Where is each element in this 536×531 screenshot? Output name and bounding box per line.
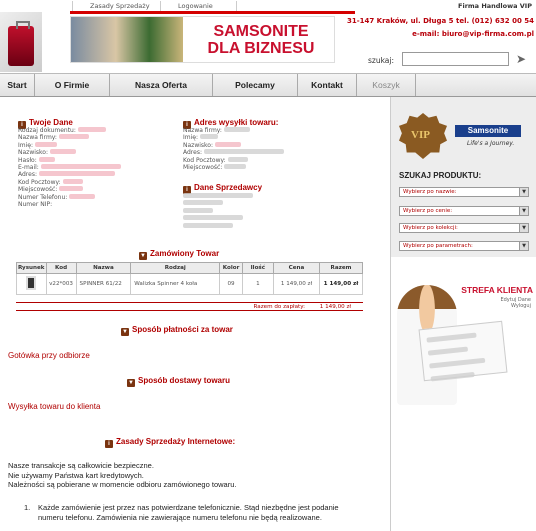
banner-title xyxy=(191,23,331,57)
customer-data-list xyxy=(18,127,121,208)
field-value xyxy=(224,164,246,169)
client-zone-links xyxy=(500,297,531,309)
field-value xyxy=(50,149,76,154)
cell-price: 1 149,00 zł xyxy=(273,274,319,295)
seller-row xyxy=(183,215,253,222)
card-line xyxy=(426,333,476,343)
field-value xyxy=(63,179,83,184)
order-sum-row xyxy=(16,302,363,311)
banner-title-line2: DLA BIZNESU xyxy=(207,40,315,57)
ordered-goods-title-text: Zamówiony Towar xyxy=(150,249,220,258)
field-row xyxy=(18,157,121,164)
nav-polecamy[interactable]: Polecamy xyxy=(235,80,275,90)
field-label: Kod Pocztowy: xyxy=(18,178,61,186)
search-label: szukaj: xyxy=(368,56,395,65)
seller-value xyxy=(183,223,233,228)
field-label: E-mail: xyxy=(18,164,39,172)
info-icon: i xyxy=(18,121,26,129)
chevron-down-icon: ▼ xyxy=(519,188,528,196)
chevron-down-icon: ▼ xyxy=(122,329,128,335)
field-row xyxy=(183,157,284,164)
cell-total: 1 149,00 zł xyxy=(320,274,363,295)
firm-address: 31-147 Kraków, ul. Długa 5 tel. (012) 632 00 54 xyxy=(346,17,534,25)
field-row xyxy=(18,164,121,171)
samsonite-logo[interactable]: Samsonite xyxy=(455,125,521,137)
firm-name: Firma Handlowa VIP xyxy=(458,2,532,10)
payment-method-value: Gotówka przy odbiorze xyxy=(8,351,90,360)
seller-data-title-text: Dane Sprzedawcy xyxy=(194,183,263,192)
cell-qty: 1 xyxy=(242,274,273,295)
field-label: Adres: xyxy=(18,171,37,179)
field-row xyxy=(18,134,121,141)
seller-value xyxy=(183,200,223,205)
product-search-title: SZUKAJ PRODUKTU: xyxy=(399,171,482,180)
select-by-name[interactable] xyxy=(399,187,529,197)
suitcase-image xyxy=(26,276,36,290)
field-label: Hasło: xyxy=(18,156,37,164)
ordered-goods-title xyxy=(139,249,219,260)
divider xyxy=(236,1,237,11)
cell-color: 09 xyxy=(220,274,243,295)
rules-line: Należności są pobierane w momencie odbioru zamówionego towaru. xyxy=(8,480,237,489)
sidebar xyxy=(390,97,536,531)
card-line xyxy=(429,358,485,369)
field-value xyxy=(59,186,83,191)
sales-rules-title xyxy=(105,437,235,448)
field-value xyxy=(204,149,284,154)
table-header-row xyxy=(17,263,363,274)
seller-value xyxy=(183,215,243,220)
field-row xyxy=(18,194,121,201)
seller-row xyxy=(183,200,253,207)
divider xyxy=(160,1,161,11)
field-label: Imię: xyxy=(183,134,198,142)
order-table xyxy=(16,262,363,295)
select-by-parameters[interactable] xyxy=(399,241,529,251)
sales-rules-intro xyxy=(8,461,378,490)
rules-line: Nasze transakcje są całkowicie bezpieczne. xyxy=(8,461,154,470)
nav-o-firmie[interactable]: O Firmie xyxy=(54,80,90,90)
col-header: Rysunek xyxy=(17,263,47,274)
nav-kontakt[interactable]: Kontakt xyxy=(311,80,343,90)
field-value xyxy=(224,127,250,132)
payment-method-title-text: Sposób płatności za towar xyxy=(132,325,233,334)
field-label: Miejscowość: xyxy=(183,164,223,172)
col-header: Rodzaj xyxy=(131,263,220,274)
seller-row xyxy=(183,208,253,215)
field-value xyxy=(228,157,248,162)
payment-method-title xyxy=(121,325,233,336)
col-header: Cena xyxy=(273,263,319,274)
col-header: Nazwa xyxy=(76,263,131,274)
seller-data-list xyxy=(183,193,253,230)
select-label: Wybierz po kolekcji: xyxy=(403,225,458,231)
chevron-down-icon: ▼ xyxy=(128,380,134,386)
field-row xyxy=(18,171,121,178)
rules-item-number: 1. xyxy=(24,503,31,512)
logout-link[interactable]: Wyloguj xyxy=(511,303,531,309)
cell-code: v22*003 xyxy=(46,274,76,295)
field-value xyxy=(35,142,57,147)
rules-item-text: Każde zamówienie jest przez nas potwierdzane telefonicznie. Stąd niezbędne jest podanie numeru telefonu. Zamówienia nie zawierające numeru telefonu nie będą realizowane. xyxy=(38,503,339,522)
firm-email: e-mail: biuro@vip-firma.com.pl xyxy=(412,30,534,38)
field-label: Numer Telefonu: xyxy=(18,193,68,201)
field-value xyxy=(78,127,106,132)
field-label: Nazwisko: xyxy=(183,141,213,149)
info-icon: i xyxy=(183,186,191,194)
product-thumbnail[interactable] xyxy=(17,274,47,295)
field-row xyxy=(18,149,121,156)
col-header: Kod xyxy=(46,263,76,274)
field-label: Nazwa firmy: xyxy=(183,127,222,134)
nav-koszyk[interactable]: Koszyk xyxy=(372,80,400,90)
field-value xyxy=(215,142,241,147)
field-row xyxy=(183,149,284,156)
client-zone-promo xyxy=(391,257,536,531)
main-content xyxy=(0,97,390,531)
sales-rules-title-text: Zasady Sprzedaży Internetowe: xyxy=(116,437,236,446)
field-label: Adres: xyxy=(183,149,202,157)
field-row xyxy=(183,127,284,134)
banner-title-line1: SAMSONITE xyxy=(213,23,309,40)
delivery-method-value: Wysyłka towaru do klienta xyxy=(8,402,101,411)
info-icon: i xyxy=(183,121,191,129)
cell-name: SPINNER 61/22 xyxy=(76,274,131,295)
client-card-image xyxy=(419,321,508,381)
chevron-down-icon: ▼ xyxy=(519,207,528,215)
table-row xyxy=(17,274,363,295)
field-label: Miejscowość: xyxy=(18,186,58,194)
vip-badge-text: VIP xyxy=(411,129,430,141)
field-label: Numer NIP: xyxy=(18,201,53,209)
seller-value xyxy=(183,193,253,198)
chevron-down-icon: ▼ xyxy=(519,242,528,250)
col-header: Razem xyxy=(320,263,363,274)
nav-nasza-oferta[interactable]: Nasza Oferta xyxy=(135,80,187,90)
field-label: Nazwa firmy: xyxy=(18,134,57,142)
chevron-down-icon: ▼ xyxy=(519,224,528,232)
field-label: Nazwisko: xyxy=(18,149,48,157)
field-row xyxy=(18,179,121,186)
delivery-method-title xyxy=(127,376,230,387)
field-value xyxy=(39,171,115,176)
cell-type: Walizka Spinner 4 koła xyxy=(131,274,220,295)
field-row xyxy=(18,201,121,208)
seller-value xyxy=(183,208,213,213)
seller-row xyxy=(183,193,253,200)
sum-label: Razem do zapłaty: xyxy=(253,304,305,310)
field-row xyxy=(183,142,284,149)
field-row xyxy=(183,134,284,141)
info-icon: i xyxy=(105,440,113,448)
select-by-collection[interactable] xyxy=(399,223,529,233)
edit-data-link[interactable]: Edytuj Dane xyxy=(500,297,531,303)
client-zone-title[interactable]: STREFA KLIENTA xyxy=(461,285,533,295)
col-header: Kolor xyxy=(220,263,243,274)
divider xyxy=(72,1,73,11)
card-line xyxy=(428,346,468,355)
samsonite-tagline: Life's a Journey. xyxy=(467,140,515,147)
select-label: Wybierz po cenie: xyxy=(403,208,453,214)
chevron-down-icon: ▼ xyxy=(140,253,146,259)
field-label: Kod Pocztowy: xyxy=(183,156,226,164)
rules-line: Nie używamy Państwa kart kredytowych. xyxy=(8,470,144,480)
field-row xyxy=(18,127,121,134)
col-header: Ilość xyxy=(242,263,273,274)
field-value xyxy=(39,157,55,162)
select-label: Wybierz po nazwie: xyxy=(403,189,457,195)
field-label: Imię: xyxy=(18,141,33,149)
select-by-price[interactable] xyxy=(399,206,529,216)
nav-start[interactable]: Start xyxy=(7,80,27,90)
delivery-method-title-text: Sposób dostawy towaru xyxy=(138,376,231,385)
shipping-address-list xyxy=(183,127,284,171)
banner xyxy=(70,16,335,63)
search-go-icon[interactable]: ➤ xyxy=(515,52,527,66)
suitcase-icon xyxy=(8,26,34,66)
header-accent-strip xyxy=(70,11,355,14)
field-row xyxy=(18,186,121,193)
field-value xyxy=(59,134,89,139)
main-nav xyxy=(0,73,536,97)
field-value xyxy=(69,194,95,199)
search-input[interactable] xyxy=(402,52,509,66)
select-label: Wybierz po parametrach: xyxy=(403,243,473,249)
sum-value: 1 149,00 zł xyxy=(319,304,351,310)
logo[interactable] xyxy=(0,12,42,72)
top-link-rules[interactable]: Zasady Sprzedaży xyxy=(90,2,150,10)
field-label: Rodzaj dokumentu: xyxy=(18,127,76,134)
shipping-address-title-text: Adres wysyłki towaru: xyxy=(194,118,279,127)
field-row xyxy=(18,142,121,149)
banner-photo xyxy=(71,17,183,62)
divider xyxy=(415,74,416,96)
field-row xyxy=(183,164,284,171)
top-link-login[interactable]: Logowanie xyxy=(178,2,213,10)
field-value xyxy=(41,164,121,169)
seller-row xyxy=(183,223,253,230)
customer-data-title-text: Twoje Dane xyxy=(29,118,73,127)
field-value xyxy=(200,134,218,139)
